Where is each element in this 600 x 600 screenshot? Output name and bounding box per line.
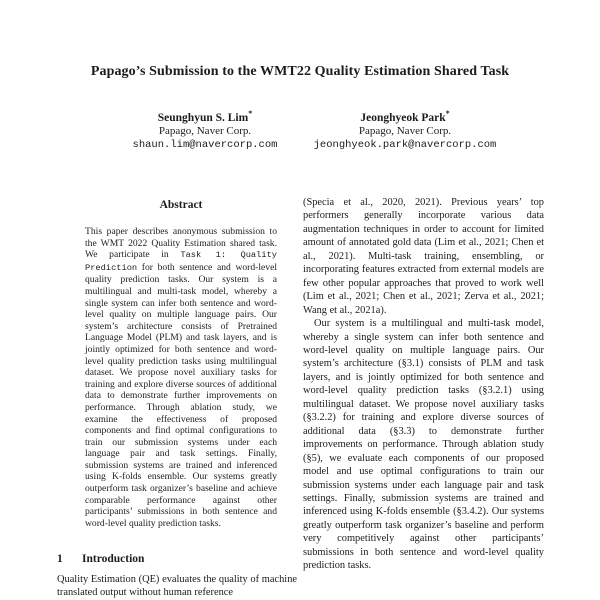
authors-row bbox=[0, 107, 600, 157]
author-1-name bbox=[100, 107, 310, 125]
introduction-text: Quality Estimation (QE) evaluates the quality of machine translated output without human reference bbox=[57, 574, 297, 599]
author-2-name-text: Jeonghyeok Park bbox=[360, 111, 446, 124]
author-1-email: shaun.lim@navercorp.com bbox=[132, 139, 278, 152]
author-2-email: jeonghyeok.park@navercorp.com bbox=[313, 139, 497, 152]
paper-title: Papago’s Submission to the WMT22 Quality Estimation Shared Task bbox=[90, 64, 510, 79]
author-1-footnote-mark: * bbox=[248, 109, 253, 118]
author-2-affiliation: Papago, Naver Corp. bbox=[358, 124, 452, 137]
author-block-1 bbox=[100, 107, 310, 153]
abstract-task-phrase: Task 1: Quality Prediction bbox=[85, 250, 278, 273]
section-number: 1 bbox=[57, 553, 63, 565]
author-2-name bbox=[300, 107, 510, 125]
author-1-affiliation: Papago, Naver Corp. bbox=[158, 124, 252, 137]
author-2-footnote-mark: * bbox=[445, 109, 450, 118]
abstract-text bbox=[85, 226, 277, 529]
right-column bbox=[303, 196, 544, 573]
abstract-heading: Abstract bbox=[159, 199, 203, 211]
right-column-paragraph-2: Our system is a multilingual and multi-task model, whereby a single system can infer both sentence and word-level quality on multiple language pairs. Our system’s architecture (§3.1) consists of PLM and task layers, and is jointly optimized for both sentence and word-level quality prediction tasks (§3.2.1) using multilingual dataset. We propose novel auxiliary tasks (§3.2.2) for training and explore diverse sources of additional data (§3.3) to demonstrate further improvements on performance. Through ablation study (§5), we evaluate each components of our proposed model and use optimal configurations to train our submission systems under each language pair and task settings. Finally, submission systems are trained and inferenced using K-folds ensemble (§3.4.2). Our systems greatly outperform task organizer’s baseline and perform very competitively against other participants’ submissions in both sentence and word-level quality prediction tasks. bbox=[303, 318, 544, 572]
author-1-name-text: Seunghyun S. Lim bbox=[157, 111, 249, 124]
introduction-section bbox=[57, 553, 297, 600]
abstract-text-after-task: for both sentence and word-level quality prediction tasks. Our system is a multilingual and multi-task model, whereby a single system can infer both sentence and word-level quality on multiple language pairs. Our system’s architecture consists of Pretrained Language Model (PLM) and task layers, and is jointly optimized for both sentence and word-level quality prediction tasks using multilingual dataset. We propose novel auxiliary tasks for training and explore diverse sources of additional data to demonstrate further improvements on performance. Through ablation study, we examine the effectiveness of proposed components and find optimal configurations to train our submission systems under each language pair and task settings. Finally, submission systems are trained and inferenced using K-folds ensemble. Our systems greatly outperform task organizer’s baseline and achieve comparable performance against other participants’ submissions in both sentence and word-level quality prediction tasks. bbox=[85, 261, 277, 529]
author-block-2 bbox=[300, 107, 510, 153]
section-title: Introduction bbox=[82, 553, 145, 565]
right-column-paragraph-1: (Specia et al., 2020, 2021). Previous years’ top performers generally incorporate various data augmentation techniques in order to account for limited amount of annotated gold data (Lim et al., 2021; Chen et al., 2021). Multi-task training, ensembling, or incorporating features extracted from external models are few other popular approaches that proved to work well (Lim et al., 2021; Chen et al., 2021; Zerva et al., 2021; Wang et al., 2021a). bbox=[303, 197, 544, 316]
abstract-text-before-task: This paper describes anonymous submission to the WMT 2022 Quality Estimation shared task. We participate in bbox=[85, 226, 277, 261]
introduction-heading bbox=[57, 553, 297, 565]
abstract-section bbox=[57, 199, 297, 529]
